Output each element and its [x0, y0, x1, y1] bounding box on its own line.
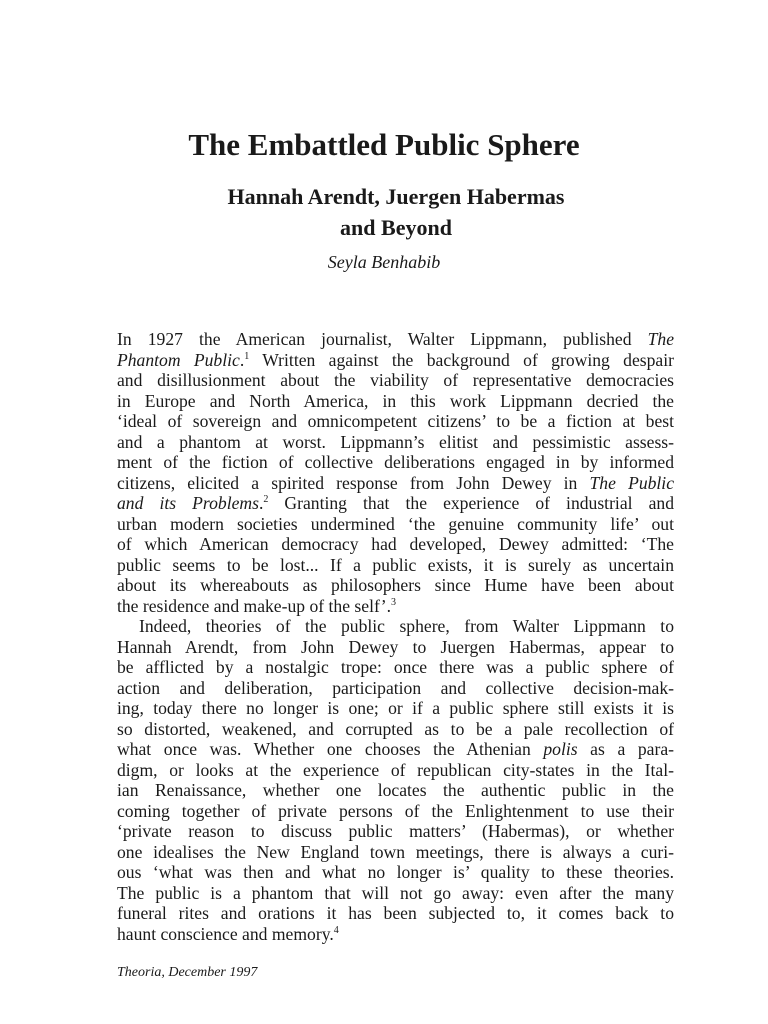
subtitle-line-2: and Beyond: [340, 215, 452, 240]
text-line: one idealises the New England town meetings, there is always a curi-: [117, 841, 674, 862]
text-line: urban modern societies undermined ‘the genuine community life’ out: [117, 513, 674, 534]
text-line: and a phantom at worst. Lippmann’s elitist and pessimistic assess-: [117, 431, 674, 452]
text-line: the residence and make-up of the self’.$^3$: [117, 595, 397, 616]
text-line: public seems to be lost... If a public exists, it is surely as uncertain: [117, 554, 674, 575]
text-line: in Europe and North America, in this work Lippmann decried the: [117, 390, 674, 411]
text-line: be afflicted by a nostalgic trope: once there was a public sphere of: [117, 657, 674, 677]
article-subtitle: [0, 181, 768, 243]
text-line: ‘ideal of sovereign and omnicompetent citizens’ to be a fiction at best: [117, 411, 674, 431]
text-line: Indeed, theories of the public sphere, from Walter Lippmann to: [139, 616, 674, 636]
text-line: coming together of private persons of the Enlightenment to use their: [117, 800, 674, 821]
text-line: The public is a phantom that will not go away: even after the many: [117, 882, 674, 903]
text-line: haunt conscience and memory.$^4$: [117, 923, 339, 944]
text-line: ing, today there no longer is one; or if a public sphere still exists it is: [117, 698, 674, 718]
text-line: Phantom Public.$^1$ Written against the background of growing despair: [117, 349, 674, 370]
text-line: In 1927 the American journalist, Walter Lippmann, published The: [117, 329, 674, 349]
text-line: about its whereabouts as philosophers since Hume have been about: [117, 575, 674, 595]
text-line: action and deliberation, participation and collective decision-mak-: [117, 677, 674, 698]
paragraph-1: [117, 329, 674, 616]
paragraph-2: [117, 616, 674, 944]
text-line: and disillusionment about the viability of representative democracies: [117, 370, 674, 390]
text-line: digm, or looks at the experience of republican city-states in the Ital-: [117, 759, 674, 780]
article-title: The Embattled Public Sphere: [188, 127, 580, 162]
text-line: Hannah Arendt, from John Dewey to Juergen Habermas, appear to: [117, 636, 674, 657]
text-line: ment of the fiction of collective deliberations engaged in by informed: [117, 452, 674, 472]
text-line: so distorted, weakened, and corrupted as to be a pale recollection of: [117, 718, 674, 739]
text-line: ian Renaissance, whether one locates the authentic public in the: [117, 780, 674, 800]
text-line: of which American democracy had developed, Dewey admitted: ‘The: [117, 534, 674, 554]
text-line: funeral rites and orations it has been subjected to, it comes back to: [117, 903, 674, 923]
text-line: and its Problems.$^2$ Granting that the experience of industrial and: [117, 493, 674, 513]
text-line: ous ‘what was then and what no longer is’ quality to these theories.: [117, 862, 674, 882]
text-line: ‘private reason to discuss public matters’ (Habermas), or whether: [117, 821, 674, 841]
text-line: what once was. Whether one chooses the Athenian polis as a para-: [117, 739, 674, 759]
text-line: citizens, elicited a spirited response from John Dewey in The Public: [117, 472, 674, 493]
article-author: Seyla Benhabib: [327, 252, 441, 272]
subtitle-line-1: Hannah Arendt, Juergen Habermas: [227, 184, 565, 209]
article-body: [117, 329, 674, 944]
journal-footer: Theoria, December 1997: [117, 965, 258, 980]
